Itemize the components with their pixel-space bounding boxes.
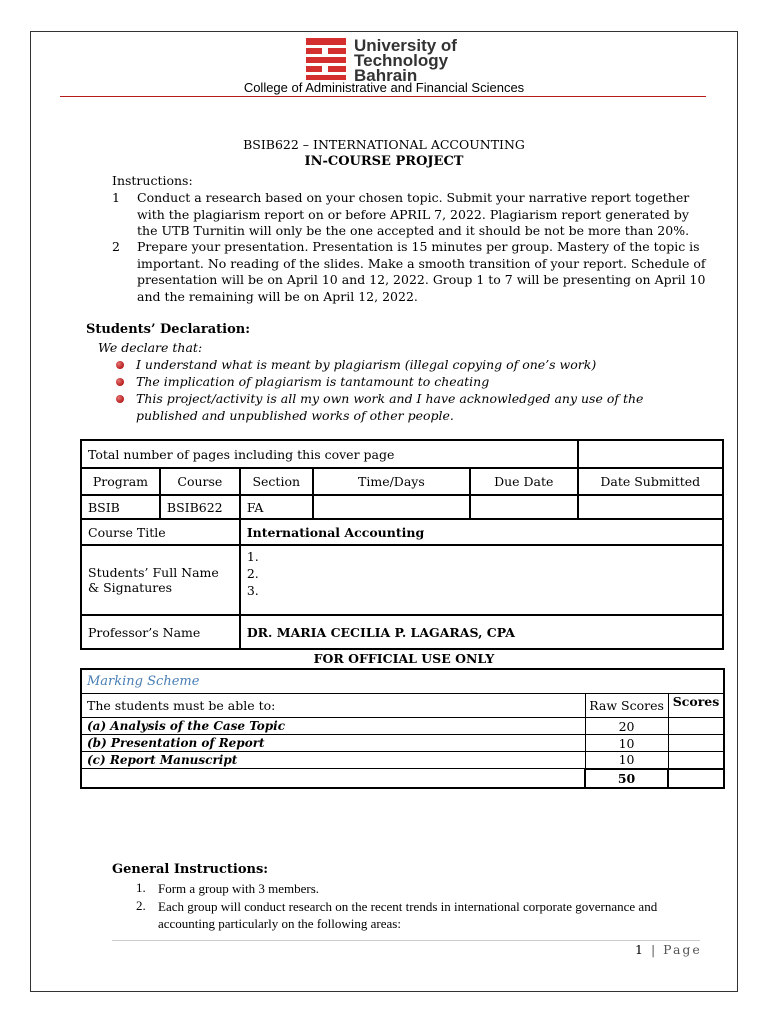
total-raw-score: 50: [585, 769, 668, 788]
professor-label: Professor’s Name: [81, 615, 240, 649]
instructions-heading: Instructions:: [112, 173, 193, 188]
course-title-line: BSIB622 – INTERNATIONAL ACCOUNTING: [243, 137, 525, 152]
bullet-icon: [116, 361, 124, 369]
criterion-raw: 10: [585, 735, 668, 752]
header-time-days: Time/Days: [313, 468, 470, 495]
declaration-item: This project/activity is all my own work and I have acknowledged any use of the published and unpublished works of other people.: [136, 391, 644, 423]
criterion-score[interactable]: [668, 752, 724, 769]
page-number: 1: [635, 942, 645, 957]
total-label-cell: [81, 769, 586, 788]
criterion-label: (c) Report Manuscript: [81, 752, 586, 769]
scores-header: Scores: [668, 694, 724, 718]
logo-line-2: Technology: [354, 51, 449, 70]
bullet-icon: [116, 378, 124, 386]
header-course: Course: [160, 468, 240, 495]
course-value[interactable]: BSIB622: [160, 495, 240, 519]
section-value[interactable]: FA: [240, 495, 313, 519]
total-pages-label: Total number of pages including this cover page: [81, 440, 578, 468]
footer-divider: [112, 940, 700, 941]
criterion-raw: 20: [585, 718, 668, 735]
raw-scores-header: Raw Scores: [585, 694, 668, 718]
course-title-label: Course Title: [81, 519, 240, 545]
declaration-intro: We declare that:: [98, 340, 203, 355]
criterion-label: (a) Analysis of the Case Topic: [81, 718, 586, 735]
page-footer: [635, 942, 702, 957]
bullet-icon: [116, 395, 124, 403]
logo-emblem-icon: [306, 38, 348, 80]
student-line: 3.: [246, 583, 259, 598]
instruction-text: Prepare your presentation. Presentation is 15 minutes per group. Mastery of the topic is important. No reading of the slides. Make a smooth transition of your report. Schedule of presentation will be on April 10 and 12, 2022. Group 1 to 7 will be presenting on April 10 and the remaining will be on April 12, 2022.: [137, 239, 706, 304]
general-item-text: Each group will conduct research on the recent trends in international corporate governance and accounting particularly on the following areas:: [158, 899, 658, 931]
project-title: IN-COURSE PROJECT: [304, 154, 464, 169]
declaration-item: I understand what is meant by plagiarism (illegal copying of one’s work): [136, 357, 597, 372]
university-logo: [306, 38, 506, 84]
college-name: College of Administrative and Financial Sciences: [243, 80, 525, 95]
able-to-label: The students must be able to:: [81, 694, 586, 718]
general-item-number: 2.: [136, 898, 146, 913]
criterion-score[interactable]: [668, 735, 724, 752]
header-date-submitted: Date Submitted: [578, 468, 724, 495]
instruction-number: 1: [112, 190, 120, 205]
logo-line-3: Bahrain: [354, 66, 418, 85]
program-value[interactable]: BSIB: [81, 495, 160, 519]
total-pages-value[interactable]: [578, 440, 724, 468]
instruction-text: Conduct a research based on your chosen topic. Submit your narrative report together with the plagiarism report on or before APRIL 7, 2022. Plagiarism report generated by the UTB Turnitin will only be the one accepted and it should be not be more than 20%.: [137, 190, 690, 238]
due-date-value[interactable]: [470, 495, 577, 519]
instruction-number: 2: [112, 239, 120, 254]
course-title-value[interactable]: International Accounting: [240, 519, 723, 545]
logo-line-1: University of: [354, 36, 457, 55]
header-section: Section: [240, 468, 313, 495]
general-item-text: Form a group with 3 members.: [158, 881, 320, 896]
marking-scheme-title: Marking Scheme: [81, 669, 725, 694]
criterion-score[interactable]: [668, 718, 724, 735]
professor-value: DR. MARIA CECILIA P. LAGARAS, CPA: [240, 615, 723, 649]
marking-scheme-table: [80, 668, 725, 789]
students-names[interactable]: [240, 545, 723, 615]
declaration-heading: Students’ Declaration:: [86, 322, 250, 337]
criterion-raw: 10: [585, 752, 668, 769]
total-score[interactable]: [668, 769, 724, 788]
time-days-value[interactable]: [313, 495, 470, 519]
declaration-item: The implication of plagiarism is tantamount to cheating: [136, 374, 490, 389]
general-item-number: 1.: [136, 880, 146, 895]
criterion-label: (b) Presentation of Report: [81, 735, 586, 752]
cover-info-table: [80, 439, 724, 650]
student-line: 1.: [246, 549, 259, 564]
header-program: Program: [81, 468, 160, 495]
student-line: 2.: [246, 566, 259, 581]
students-label: Students’ Full Name & Signatures: [81, 545, 240, 615]
official-use-label: FOR OFFICIAL USE ONLY: [313, 651, 495, 666]
date-submitted-value[interactable]: [578, 495, 724, 519]
page-word: | Page: [650, 942, 702, 957]
general-instructions-heading: General Instructions:: [112, 862, 269, 877]
header-due-date: Due Date: [470, 468, 577, 495]
header-divider: [60, 96, 706, 97]
